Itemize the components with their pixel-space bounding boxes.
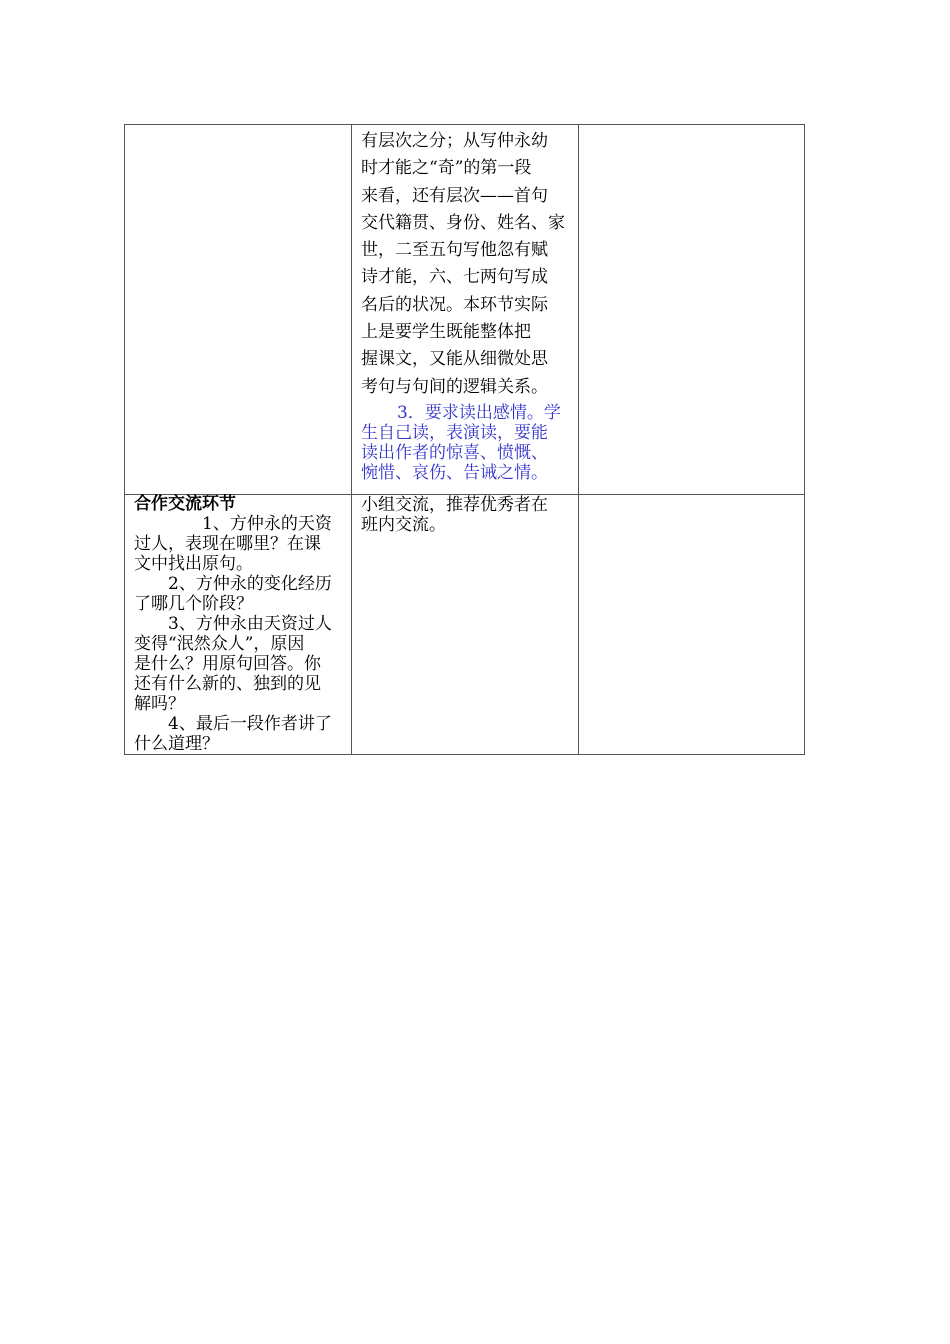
row2-cell-3 <box>579 495 805 755</box>
row2-cell-1 <box>125 495 352 755</box>
question-line: 解吗？ <box>134 694 185 714</box>
question-line: 2、方仲永的变化经历 <box>168 574 332 594</box>
row2-cell-2 <box>352 495 579 755</box>
table-row <box>125 125 805 495</box>
question-line: 是什么？用原句回答。你 <box>134 654 321 674</box>
blue-line: 惋惜、哀伤、告诫之情。 <box>361 462 548 483</box>
blue-line: 生自己读，表演读，要能 <box>361 422 548 443</box>
notes-line: 握课文，又能从细微处思 <box>361 349 548 370</box>
notes-line: 名后的状况。本环节实际 <box>361 294 548 315</box>
blue-line: 3．要求读出感情。学 <box>397 402 561 423</box>
group-activity-note <box>361 495 570 535</box>
question-line: 3、方仲永由天资过人 <box>168 614 332 634</box>
notes-line: 交代籍贯、身份、姓名、家 <box>361 212 565 233</box>
blue-line: 读出作者的惊喜、愤慨、 <box>361 442 548 463</box>
lesson-plan-table <box>124 124 805 755</box>
notes-line: 上是要学生既能整体把 <box>361 322 531 343</box>
row1-cell-1 <box>125 125 352 495</box>
question-line: 变得“泯然众人”，原因 <box>134 634 305 654</box>
question-line: 1、方仲永的天资 <box>202 514 332 534</box>
notes-line: 来看，还有层次——首句 <box>361 185 548 206</box>
notes-line: 有层次之分；从写仲永幼 <box>361 131 548 151</box>
teaching-notes <box>361 125 570 401</box>
row1-cell-3 <box>579 125 805 495</box>
question-line: 什么道理？ <box>134 734 219 754</box>
notes-line: 诗才能，六、七两句写成 <box>361 267 548 288</box>
activity-line: 小组交流，推荐优秀者在 <box>361 495 548 515</box>
row1-cell-2 <box>352 125 579 495</box>
table-row <box>125 495 805 755</box>
activity-line: 班内交流。 <box>361 515 446 535</box>
question-line: 4、最后一段作者讲了 <box>168 714 332 734</box>
discussion-questions <box>134 514 343 754</box>
notes-line: 世，二至五句写他忽有赋 <box>361 240 548 261</box>
question-line: 还有什么新的、独到的见 <box>134 674 321 694</box>
section-title: 合作交流环节 <box>134 494 236 514</box>
notes-line: 考句与句间的逻辑关系。 <box>361 376 548 397</box>
notes-line: 时才能之“奇”的第一段 <box>361 158 532 179</box>
reading-emotion-note <box>361 403 570 483</box>
question-line: 了哪几个阶段？ <box>134 594 253 614</box>
question-line: 过人，表现在哪里？在课 <box>134 534 321 554</box>
question-line: 文中找出原句。 <box>134 554 253 574</box>
